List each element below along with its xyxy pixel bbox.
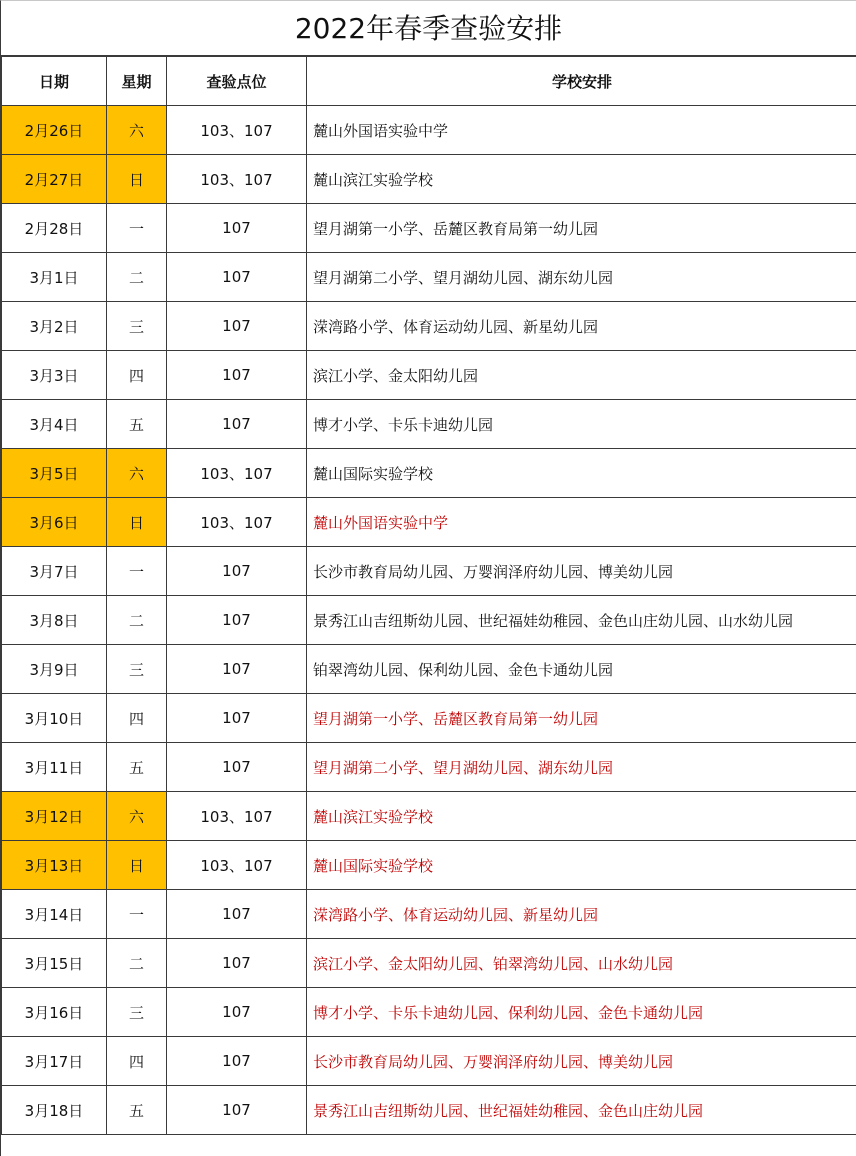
table-row: [2, 939, 856, 988]
cell-location: 103、107: [167, 498, 307, 547]
cell-schools: 景秀江山吉纽斯幼儿园、世纪福娃幼稚园、金色山庄幼儿园、山水幼儿园: [307, 596, 856, 645]
cell-schools: 铂翠湾幼儿园、保利幼儿园、金色卡通幼儿园: [307, 645, 856, 694]
table-row: [2, 253, 856, 302]
cell-location: 107: [167, 596, 307, 645]
table-row: [2, 890, 856, 939]
table-row: [2, 449, 856, 498]
cell-location: 107: [167, 988, 307, 1037]
cell-schools: 望月湖第二小学、望月湖幼儿园、湖东幼儿园: [307, 743, 856, 792]
table-row: [2, 547, 856, 596]
cell-schools: 滨江小学、金太阳幼儿园: [307, 351, 856, 400]
table-row: [2, 988, 856, 1037]
schedule-table: [1, 56, 856, 1135]
header-schools: 学校安排: [307, 57, 856, 106]
cell-weekday: 五: [107, 743, 167, 792]
cell-schools: 麓山国际实验学校: [307, 841, 856, 890]
cell-location: 107: [167, 1037, 307, 1086]
cell-schools: 博才小学、卡乐卡迪幼儿园: [307, 400, 856, 449]
cell-weekday: 三: [107, 988, 167, 1037]
table-row: [2, 106, 856, 155]
cell-date: 2月27日: [2, 155, 107, 204]
cell-weekday: 六: [107, 449, 167, 498]
cell-date: 3月5日: [2, 449, 107, 498]
cell-date: 3月14日: [2, 890, 107, 939]
cell-weekday: 一: [107, 890, 167, 939]
cell-location: 107: [167, 743, 307, 792]
cell-weekday: 三: [107, 645, 167, 694]
cell-location: 107: [167, 645, 307, 694]
cell-location: 107: [167, 939, 307, 988]
cell-date: 3月8日: [2, 596, 107, 645]
cell-schools: 麓山外国语实验中学: [307, 498, 856, 547]
cell-schools: 麓山滨江实验学校: [307, 155, 856, 204]
cell-date: 3月18日: [2, 1086, 107, 1135]
table-row: [2, 155, 856, 204]
table-row: [2, 498, 856, 547]
page-title: 2022年春季查验安排: [1, 1, 856, 56]
cell-weekday: 二: [107, 253, 167, 302]
cell-weekday: 六: [107, 106, 167, 155]
table-row: [2, 1037, 856, 1086]
cell-schools: 溁湾路小学、体育运动幼儿园、新星幼儿园: [307, 302, 856, 351]
cell-location: 107: [167, 351, 307, 400]
cell-weekday: 五: [107, 400, 167, 449]
cell-location: 107: [167, 1086, 307, 1135]
cell-date: 2月28日: [2, 204, 107, 253]
cell-date: 3月10日: [2, 694, 107, 743]
cell-date: 3月2日: [2, 302, 107, 351]
cell-date: 3月1日: [2, 253, 107, 302]
cell-schools: 望月湖第一小学、岳麓区教育局第一幼儿园: [307, 694, 856, 743]
cell-weekday: 日: [107, 841, 167, 890]
cell-weekday: 一: [107, 547, 167, 596]
cell-weekday: 日: [107, 498, 167, 547]
cell-date: 3月12日: [2, 792, 107, 841]
cell-weekday: 日: [107, 155, 167, 204]
cell-date: 2月26日: [2, 106, 107, 155]
table-row: [2, 1086, 856, 1135]
table-row: [2, 400, 856, 449]
cell-date: 3月9日: [2, 645, 107, 694]
cell-weekday: 一: [107, 204, 167, 253]
cell-weekday: 四: [107, 1037, 167, 1086]
header-date: 日期: [2, 57, 107, 106]
table-row: [2, 302, 856, 351]
cell-location: 103、107: [167, 792, 307, 841]
table-row: [2, 645, 856, 694]
table-row: [2, 351, 856, 400]
cell-weekday: 六: [107, 792, 167, 841]
cell-schools: 望月湖第二小学、望月湖幼儿园、湖东幼儿园: [307, 253, 856, 302]
cell-schools: 溁湾路小学、体育运动幼儿园、新星幼儿园: [307, 890, 856, 939]
cell-weekday: 二: [107, 596, 167, 645]
cell-location: 107: [167, 890, 307, 939]
cell-weekday: 三: [107, 302, 167, 351]
header-location: 查验点位: [167, 57, 307, 106]
table-row: [2, 596, 856, 645]
cell-schools: 滨江小学、金太阳幼儿园、铂翠湾幼儿园、山水幼儿园: [307, 939, 856, 988]
cell-schools: 博才小学、卡乐卡迪幼儿园、保利幼儿园、金色卡通幼儿园: [307, 988, 856, 1037]
cell-location: 107: [167, 204, 307, 253]
cell-location: 107: [167, 302, 307, 351]
cell-schools: 长沙市教育局幼儿园、万婴润泽府幼儿园、博美幼儿园: [307, 547, 856, 596]
cell-date: 3月11日: [2, 743, 107, 792]
cell-date: 3月4日: [2, 400, 107, 449]
cell-weekday: 四: [107, 351, 167, 400]
cell-date: 3月6日: [2, 498, 107, 547]
cell-location: 107: [167, 694, 307, 743]
cell-schools: 景秀江山吉纽斯幼儿园、世纪福娃幼稚园、金色山庄幼儿园: [307, 1086, 856, 1135]
cell-schools: 麓山外国语实验中学: [307, 106, 856, 155]
cell-date: 3月13日: [2, 841, 107, 890]
cell-schools: 望月湖第一小学、岳麓区教育局第一幼儿园: [307, 204, 856, 253]
cell-schools: 麓山国际实验学校: [307, 449, 856, 498]
header-row: [2, 57, 856, 106]
table-row: [2, 841, 856, 890]
cell-location: 103、107: [167, 155, 307, 204]
cell-weekday: 二: [107, 939, 167, 988]
table-row: [2, 792, 856, 841]
table-row: [2, 204, 856, 253]
cell-weekday: 五: [107, 1086, 167, 1135]
table-row: [2, 743, 856, 792]
cell-location: 107: [167, 253, 307, 302]
cell-location: 103、107: [167, 106, 307, 155]
cell-date: 3月15日: [2, 939, 107, 988]
cell-location: 107: [167, 400, 307, 449]
cell-date: 3月3日: [2, 351, 107, 400]
cell-date: 3月16日: [2, 988, 107, 1037]
cell-schools: 长沙市教育局幼儿园、万婴润泽府幼儿园、博美幼儿园: [307, 1037, 856, 1086]
cell-location: 103、107: [167, 449, 307, 498]
cell-schools: 麓山滨江实验学校: [307, 792, 856, 841]
header-weekday: 星期: [107, 57, 167, 106]
cell-date: 3月17日: [2, 1037, 107, 1086]
table-row: [2, 694, 856, 743]
cell-weekday: 四: [107, 694, 167, 743]
cell-date: 3月7日: [2, 547, 107, 596]
cell-location: 107: [167, 547, 307, 596]
cell-location: 103、107: [167, 841, 307, 890]
schedule-body: [2, 106, 856, 1135]
